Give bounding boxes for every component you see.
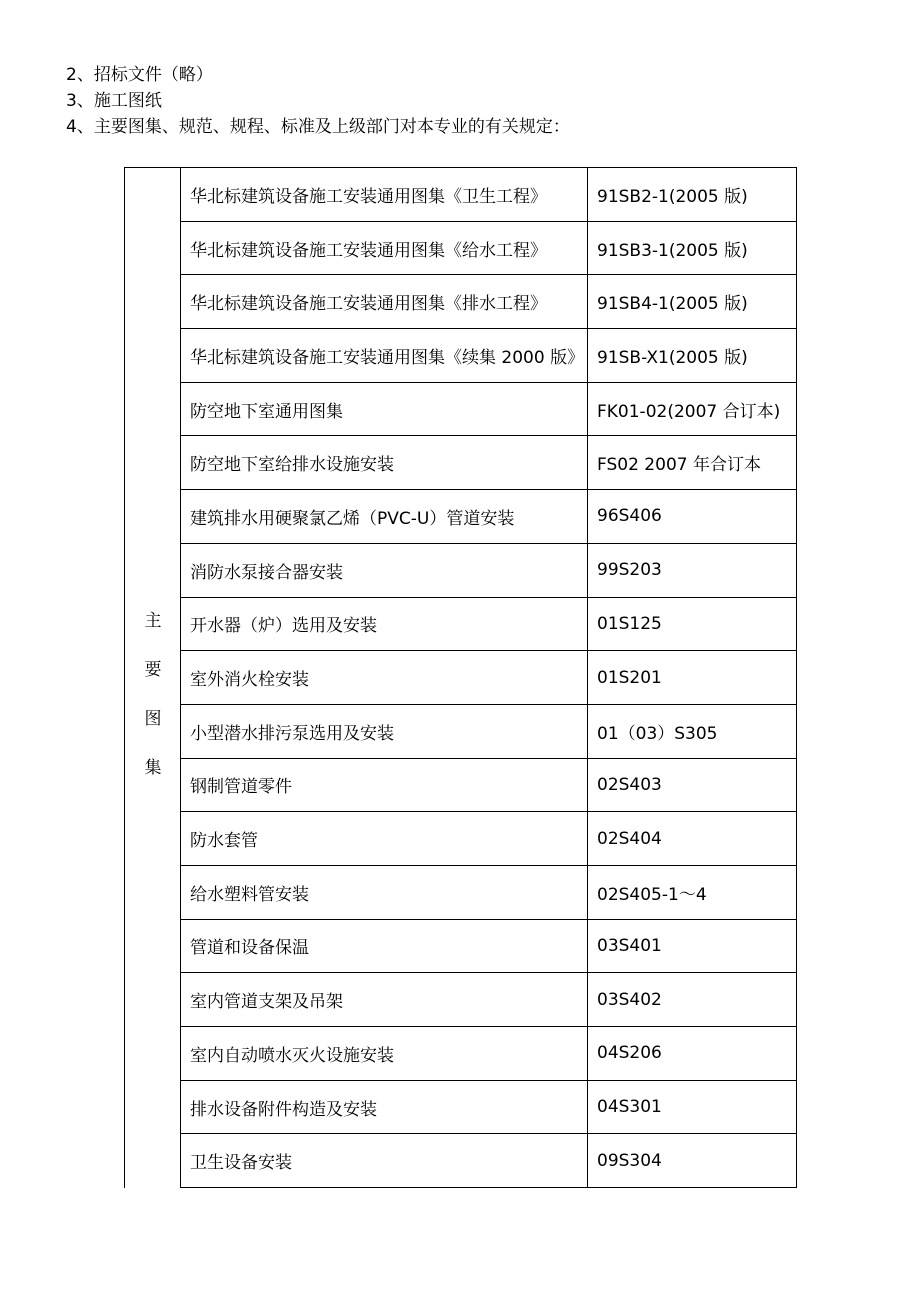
table-row [181,597,797,651]
standard-name-cell: 开水器（炉）选用及安装 [181,597,588,651]
standard-name-cell: 华北标建筑设备施工安装通用图集《排水工程》 [181,275,588,329]
standard-code-cell: 91SB2-1(2005 版) [588,168,797,222]
table-row [181,490,797,544]
standard-name-cell: 卫生设备安装 [181,1134,588,1188]
standard-name-cell: 室外消火栓安装 [181,651,588,705]
table-row [181,275,797,329]
table-row [181,919,797,973]
intro-section [66,62,866,140]
table-row [181,758,797,812]
standard-name-cell: 排水设备附件构造及安装 [181,1080,588,1134]
standard-code-cell: 03S402 [588,973,797,1027]
table-row [181,221,797,275]
standard-code-cell: 02S405-1～4 [588,865,797,919]
standard-name-cell: 小型潜水排污泵选用及安装 [181,704,588,758]
standards-table-body [181,168,797,1188]
category-char: 主 [144,611,162,631]
table-row [181,1027,797,1081]
standard-name-cell: 管道和设备保温 [181,919,588,973]
category-label [125,597,181,793]
standard-name-cell: 室内自动喷水灭火设施安装 [181,1027,588,1081]
standard-name-cell: 防空地下室给排水设施安装 [181,436,588,490]
category-char: 集 [144,758,162,778]
category-char: 图 [144,709,162,729]
standard-code-cell: 96S406 [588,490,797,544]
standard-code-cell: 04S301 [588,1080,797,1134]
standard-name-cell: 建筑排水用硬聚氯乙烯（PVC-U）管道安装 [181,490,588,544]
table-row [181,382,797,436]
standard-code-cell: 01S201 [588,651,797,705]
standard-code-cell: 01S125 [588,597,797,651]
table-row [181,704,797,758]
standard-code-cell: FK01-02(2007 合订本) [588,382,797,436]
table-row [181,812,797,866]
standard-code-cell: 02S403 [588,758,797,812]
standard-code-cell: 99S203 [588,543,797,597]
standard-code-cell: FS02 2007 年合订本 [588,436,797,490]
category-char: 要 [144,660,162,680]
category-top-border [124,167,181,168]
intro-line-bid-documents: 2、招标文件（略） [66,65,213,85]
standard-code-cell: 91SB4-1(2005 版) [588,275,797,329]
standard-name-cell: 防水套管 [181,812,588,866]
table-row [181,1134,797,1188]
table-row [181,651,797,705]
standard-name-cell: 防空地下室通用图集 [181,382,588,436]
table-row [181,543,797,597]
standard-name-cell: 华北标建筑设备施工安装通用图集《卫生工程》 [181,168,588,222]
standard-name-cell: 华北标建筑设备施工安装通用图集《给水工程》 [181,221,588,275]
standard-code-cell: 91SB-X1(2005 版) [588,329,797,383]
standard-name-cell: 室内管道支架及吊架 [181,973,588,1027]
standard-code-cell: 02S404 [588,812,797,866]
standard-name-cell: 给水塑料管安装 [181,865,588,919]
standard-code-cell: 04S206 [588,1027,797,1081]
table-row [181,865,797,919]
table-row [181,329,797,383]
standard-code-cell: 09S304 [588,1134,797,1188]
standard-code-cell: 01（03）S305 [588,704,797,758]
table-row [181,973,797,1027]
standard-code-cell: 91SB3-1(2005 版) [588,221,797,275]
standard-name-cell: 钢制管道零件 [181,758,588,812]
table-row [181,436,797,490]
standard-name-cell: 消防水泵接合器安装 [181,543,588,597]
intro-line-regulations: 4、主要图集、规范、规程、标准及上级部门对本专业的有关规定： [66,117,570,137]
standards-table [180,167,797,1188]
standard-name-cell: 华北标建筑设备施工安装通用图集《续集 2000 版》 [181,329,588,383]
intro-line-construction-drawings: 3、施工图纸 [66,91,162,111]
standard-code-cell: 03S401 [588,919,797,973]
table-row [181,1080,797,1134]
table-row [181,168,797,222]
